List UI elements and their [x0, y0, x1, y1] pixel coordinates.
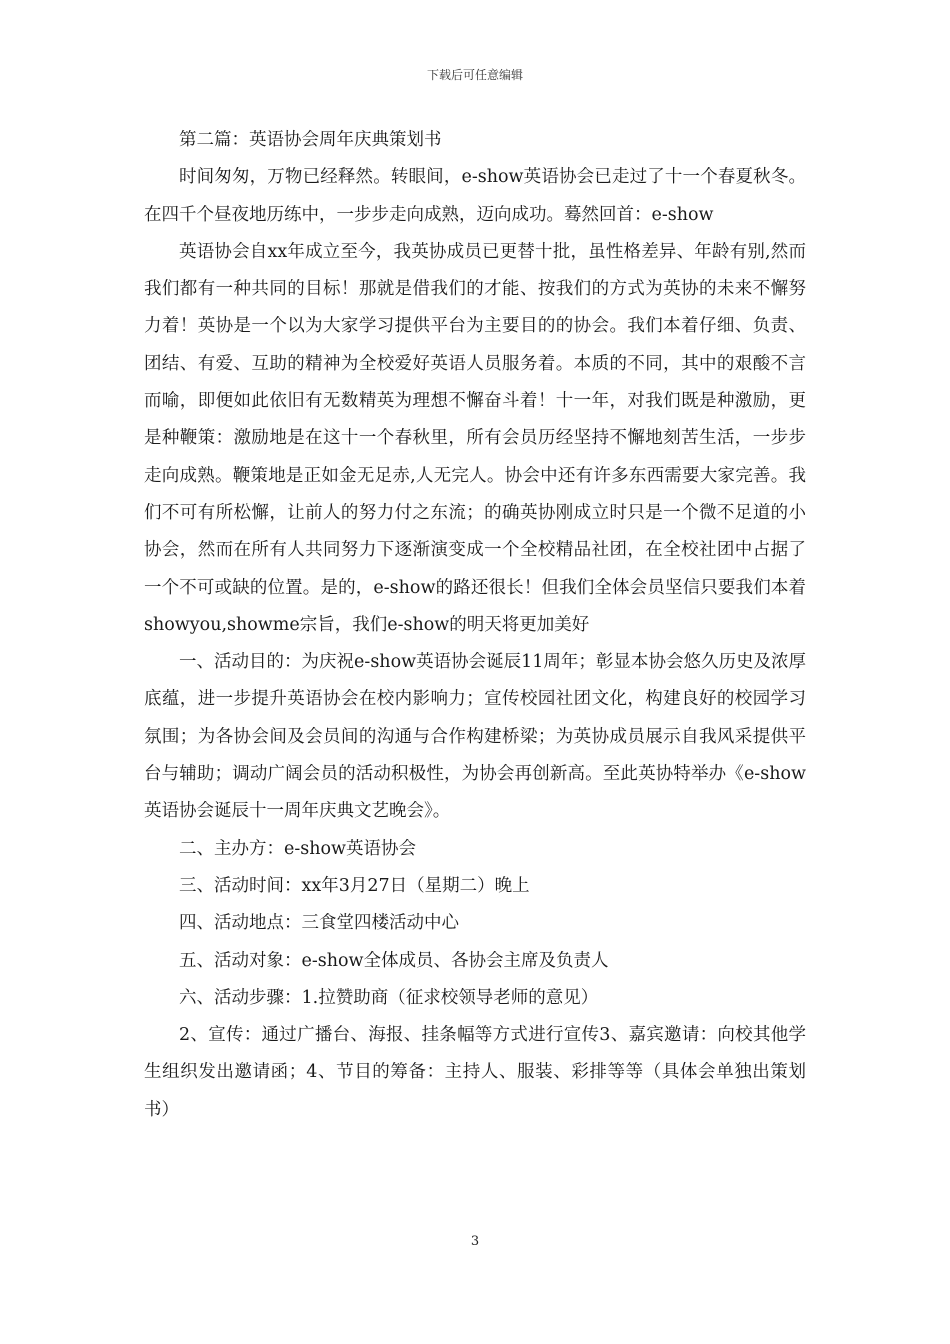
paragraph-location: 四、活动地点：三食堂四楼活动中心 — [179, 913, 459, 934]
paragraph-organizer: 二、主办方：e-show英语协会 — [179, 838, 417, 859]
paragraph-history: 英语协会自xx年成立至今，我英协成员已更替十批，虽性格差异、年龄有别,然而我们都有一种共同的目标！那就是借我们的才能、按我们的方式为英协的未来不懈努力着！英协是一个以为大家学习提供平台为主要目的的协会。我们本着仔细、负责、团结、有爱、互助的精神为全校爱好英语人员服务着。本质的不同，其中的艰酸不言而喻，即便如此依旧有无数精英为理想不懈奋斗着！十一年，对我们既是种激励，更是种鞭策：激励地是在这十一个春秋里，所有会员历经坚持不懈地刻苦生活，一步步走向成熟。鞭策地是正如金无足赤,人无完人。协会中还有许多东西需要大家完善。我们不可有所松懈，让前人的努力付之东流；的确英协刚成立时只是一个微不足道的小协会，然而在所有人共同努力下逐渐演变成一个全校精品社团，在全校社团中占据了一个不可或缺的位置。是的，e-show的路还很长！但我们全体会员坚信只要我们本着showyou,showme宗旨，我们e-show的明天将更加美好 — [144, 241, 806, 635]
section-title: 第二篇：英语协会周年庆典策划书 — [179, 130, 442, 150]
paragraph-steps: 六、活动步骤：1.拉赞助商（征求校领导老师的意见） — [179, 987, 599, 1008]
paragraph-audience: 五、活动对象：e-show全体成员、各协会主席及负责人 — [179, 950, 609, 971]
paragraph-purpose: 一、活动目的：为庆祝e-show英语协会诞辰11周年；彰显本协会悠久历史及浓厚底蕴，进一步提升英语协会在校内影响力；宣传校园社团文化，构建良好的校园学习氛围；为各协会间及会员间的沟通与合作构建桥梁；为英协成员展示自我风采提供平台与辅助；调动广阔会员的活动积极性，为协会再创新高。至此英协特举办《e-show英语协会诞辰十一周年庆典文艺晚会》。 — [144, 652, 806, 822]
page-header: 下载后可任意编辑 — [426, 68, 523, 82]
page-number: 3 — [470, 1234, 480, 1249]
paragraph-time: 三、活动时间：xx年3月27日（星期二）晚上 — [179, 875, 530, 896]
paragraph-intro: 时间匆匆，万物已经释然。转眼间，e-show英语协会已走过了十一个春夏秋冬。在四千个昼夜地历练中，一步步走向成熟，迈向成功。蓦然回首：e-show — [144, 167, 806, 225]
paragraph-promotion: 2、宣传：通过广播台、海报、挂条幅等方式进行宣传3、嘉宾邀请：向校其他学生组织发出邀请函；4、节目的筹备：主持人、服装、彩排等等（具体会单独出策划书） — [144, 1025, 806, 1120]
document-body — [144, 122, 806, 1129]
